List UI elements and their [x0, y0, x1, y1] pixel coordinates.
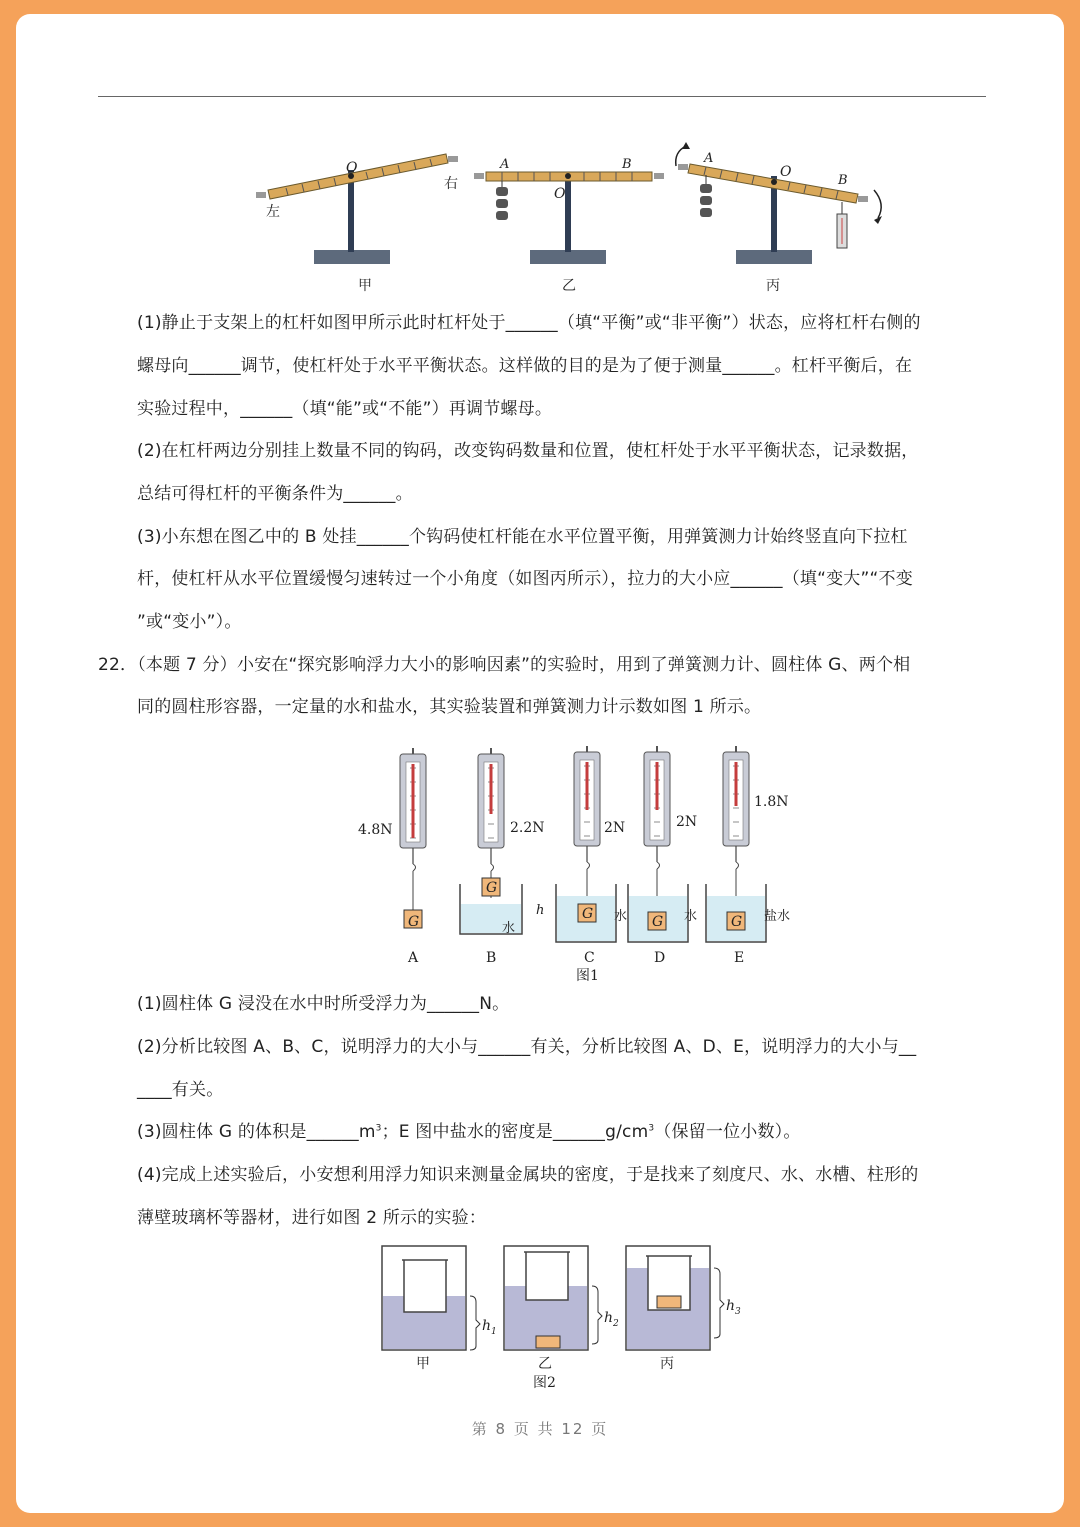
figure-1	[336, 734, 796, 984]
reading-a: 4.8N	[358, 822, 393, 838]
fig2-caption-yi: 乙	[538, 1356, 552, 1372]
q22-s3	[137, 1117, 801, 1142]
lever-yi-label-b: B	[622, 157, 632, 172]
label-b: B	[486, 950, 497, 966]
q22-s4-line1: (4)完成上述实验后，小安想利用浮力知识来测量金属块的密度，于是找来了刻度尺、水、水槽、柱形的	[137, 1165, 919, 1185]
liquid-d: 水	[684, 909, 698, 924]
q21-p3-line1: (3)小东想在图乙中的 B 处挂______个钩码使杠杆能在水平位置平衡，用弹簧测力计始终竖直向下拉杠	[137, 527, 908, 547]
q21-p1-line2: 螺母向______调节，使杠杆处于水平平衡状态。这样做的目的是为了便于测量______。杠杆平衡后，在	[137, 356, 913, 376]
scale-b	[478, 748, 504, 898]
exam-page	[16, 14, 1064, 1513]
block-c: G	[582, 906, 594, 922]
h1-label: $h_1$	[482, 1318, 497, 1337]
scale-c	[574, 746, 600, 904]
q21-p3-line3: ”或“变小”）。	[137, 612, 242, 632]
q22-s3-sup2: 3	[648, 1123, 655, 1134]
q22-s3-a: (3)圆柱体 G 的体积是______m	[137, 1122, 376, 1142]
q22-s3-sup1: 3	[375, 1123, 382, 1134]
q21-p1-line1: (1)静止于支架上的杠杆如图甲所示此时杠杆处于______（填“平衡”或“非平衡”）状态，应将杠杆右侧的	[137, 313, 921, 333]
lever-bing-label-a: A	[704, 151, 714, 166]
block-e: G	[731, 914, 743, 930]
q21-p3-line2: 杆，使杠杆从水平位置缓慢匀速转过一个小角度（如图丙所示），拉力的大小应______（填“变大”“不变	[137, 569, 913, 589]
lever-yi-label-o: O	[554, 186, 566, 202]
h3-label: $h_3$	[726, 1298, 741, 1317]
lever-label-right: 右	[444, 176, 458, 192]
page-footer: 第 8 页 共 12 页	[471, 1420, 609, 1438]
figure-2	[376, 1242, 756, 1392]
q22-intro-line2: 同的圆柱形容器，一定量的水和盐水，其实验装置和弹簧测力计示数如图 1 所示。	[137, 697, 762, 717]
q21-p2-line1: (2)在杠杆两边分别挂上数量不同的钩码，改变钩码数量和位置，使杠杆处于水平平衡状态，记录数据，	[137, 441, 919, 461]
lever-yi	[474, 157, 664, 294]
fig2-caption: 图2	[533, 1375, 556, 1391]
lever-caption-jia: 甲	[358, 278, 372, 294]
lever-bing	[676, 142, 882, 294]
fig2-caption-bing: 丙	[660, 1356, 674, 1372]
header-rule	[98, 96, 986, 97]
q22-s2-line1: (2)分析比较图 A、B、C，说明浮力的大小与______有关，分析比较图 A、D、E，说明浮力的大小与__	[137, 1037, 917, 1057]
liquid-e: 盐水	[764, 909, 791, 924]
lever-figure	[246, 132, 886, 292]
tank-yi	[504, 1246, 602, 1350]
tank-bing	[626, 1246, 724, 1350]
lever-caption-yi: 乙	[562, 278, 576, 294]
beaker-d	[628, 884, 688, 942]
reading-c: 2N	[604, 820, 626, 836]
q22-s1: (1)圆柱体 G 浸没在水中时所受浮力为______N。	[137, 994, 510, 1014]
fig2-caption-jia: 甲	[416, 1356, 430, 1372]
scale-e	[723, 746, 749, 912]
lever-label-left: 左	[266, 204, 280, 220]
scale-d	[644, 746, 670, 912]
liquid-b: 水	[502, 921, 516, 936]
block-b: G	[486, 880, 498, 896]
lever-label-o: O	[346, 160, 358, 176]
liquid-c: 水	[614, 909, 628, 924]
label-e: E	[734, 950, 745, 966]
label-a: A	[408, 950, 419, 966]
q22-s3-b: ；E 图中盐水的密度是______g/cm	[381, 1122, 649, 1142]
q22-s3-c: （保留一位小数）。	[654, 1122, 801, 1142]
lever-caption-bing: 丙	[766, 278, 780, 294]
lever-yi-label-a: A	[500, 157, 510, 172]
q22-s2-line2: ____有关。	[137, 1080, 224, 1100]
q22-s4-line2: 薄壁玻璃杯等器材，进行如图 2 所示的实验：	[137, 1208, 487, 1228]
lever-bing-label-b: B	[838, 173, 848, 188]
h2-label: $h_2$	[604, 1310, 619, 1329]
fig1-caption: 图1	[576, 968, 599, 984]
lever-jia	[256, 154, 458, 294]
label-d: D	[654, 950, 666, 966]
scale-a	[400, 748, 426, 928]
q21-p2-line2: 总结可得杠杆的平衡条件为______。	[137, 484, 413, 504]
label-c: C	[584, 950, 595, 966]
block-d: G	[652, 914, 664, 930]
reading-d: 2N	[676, 814, 698, 830]
lever-bing-label-o: O	[780, 164, 792, 180]
reading-e: 1.8N	[754, 794, 789, 810]
q22-intro-line1: 22．（本题 7 分）小安在“探究影响浮力大小的影响因素”的实验时，用到了弹簧测力计、圆柱体 G、两个相	[98, 655, 911, 675]
h-label: h	[536, 903, 545, 918]
reading-b: 2.2N	[510, 820, 545, 836]
tank-jia	[382, 1246, 480, 1350]
q21-p1-line3: 实验过程中，______（填“能”或“不能”）再调节螺母。	[137, 399, 553, 419]
block-a: G	[408, 914, 420, 930]
